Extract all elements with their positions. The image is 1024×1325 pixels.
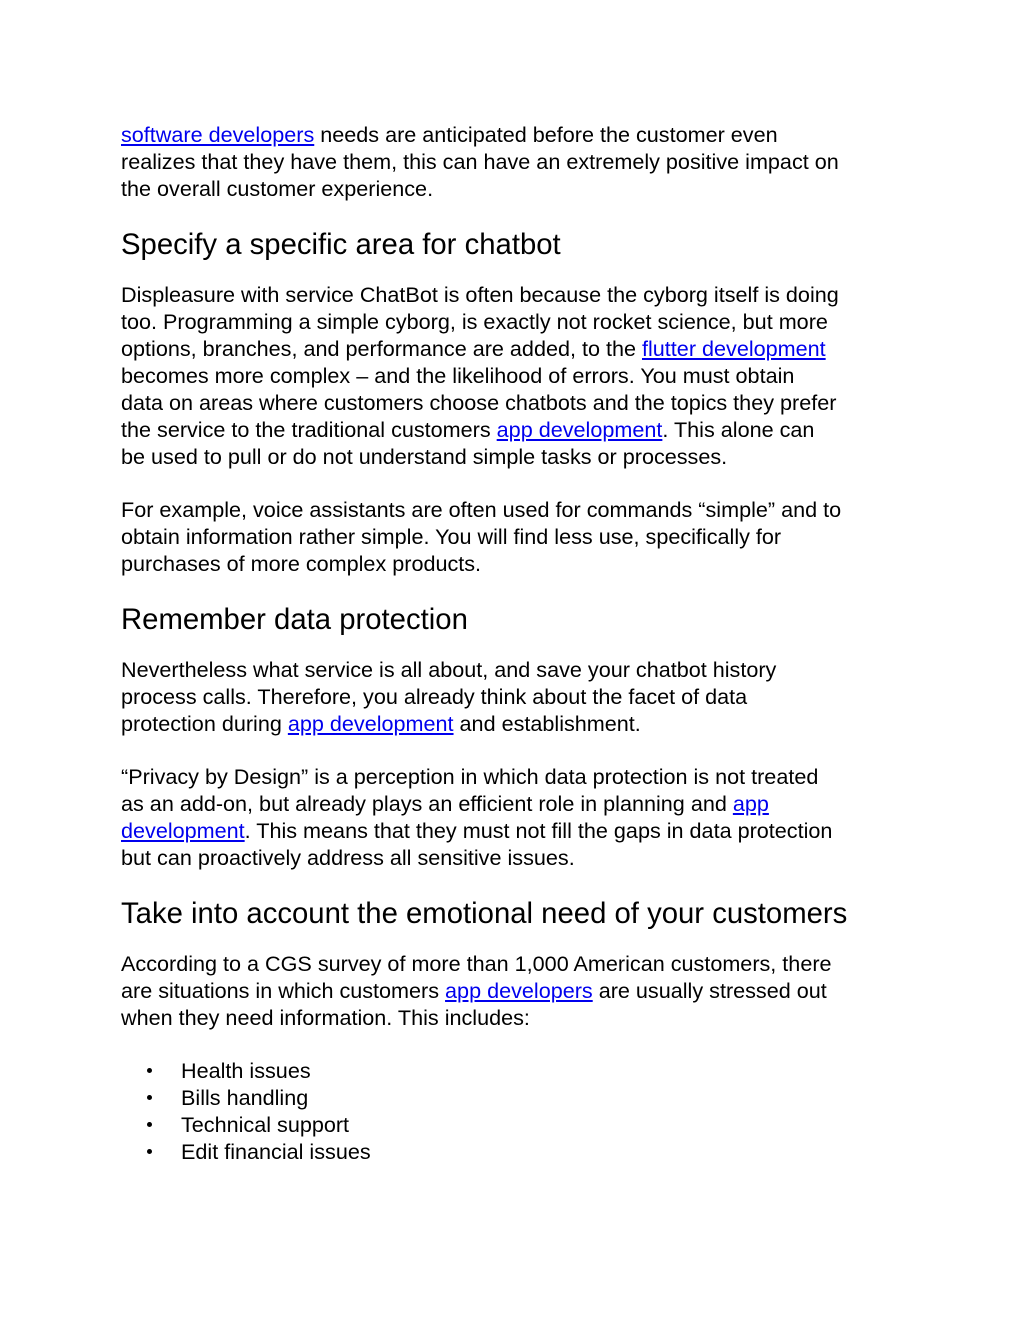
app-development-link-part2[interactable]: development bbox=[121, 818, 245, 843]
heading-emotional-need: Take into account the emotional need of your customers bbox=[121, 897, 848, 930]
software-developers-link[interactable]: software developers bbox=[121, 122, 315, 147]
text-line bbox=[121, 710, 911, 737]
text-line bbox=[121, 416, 911, 443]
bullet-icon bbox=[147, 1095, 152, 1100]
list-item bbox=[121, 1138, 911, 1165]
text-line: Nevertheless what service is all about, and save your chatbot history bbox=[121, 657, 777, 682]
app-developers-link[interactable]: app developers bbox=[445, 978, 593, 1003]
list-item-text: Health issues bbox=[181, 1058, 311, 1083]
text-line: data on areas where customers choose chatbots and the topics they prefer bbox=[121, 390, 837, 415]
text-span: . This means that they must not fill the gaps in data protection bbox=[244, 818, 833, 843]
text-line bbox=[121, 977, 911, 1004]
app-development-link-part1[interactable]: app bbox=[732, 791, 769, 816]
text-line: According to a CGS survey of more than 1,000 American customers, there bbox=[121, 951, 832, 976]
text-line: purchases of more complex products. bbox=[121, 551, 482, 576]
text-line: process calls. Therefore, you already think about the facet of data bbox=[121, 684, 748, 709]
bullet-icon bbox=[147, 1068, 152, 1073]
list-item-text: Bills handling bbox=[181, 1085, 309, 1110]
text-line: be used to pull or do not understand simple tasks or processes. bbox=[121, 444, 728, 469]
text-span: and establishment. bbox=[453, 711, 641, 736]
intro-paragraph bbox=[121, 121, 911, 202]
displeasure-paragraph bbox=[121, 281, 911, 470]
data-protection-paragraph bbox=[121, 656, 911, 737]
voice-assistants-paragraph bbox=[121, 496, 911, 577]
list-item bbox=[121, 1057, 911, 1084]
privacy-by-design-paragraph bbox=[121, 763, 911, 871]
document-page bbox=[121, 121, 911, 1165]
text-line: when they need information. This includes: bbox=[121, 1005, 530, 1030]
list-item-text: Edit financial issues bbox=[181, 1139, 371, 1164]
text-line bbox=[121, 790, 911, 817]
text-line: “Privacy by Design” is a perception in which data protection is not treated bbox=[121, 764, 819, 789]
text-line bbox=[121, 121, 911, 148]
text-line bbox=[121, 817, 911, 844]
text-line: For example, voice assistants are often used for commands “simple” and to bbox=[121, 497, 842, 522]
text-span: protection during bbox=[121, 711, 288, 736]
bullet-icon bbox=[147, 1122, 152, 1127]
text-span: needs are anticipated before the customer even bbox=[314, 122, 778, 147]
cgs-survey-paragraph bbox=[121, 950, 911, 1031]
text-line: too. Programming a simple cyborg, is exactly not rocket science, but more bbox=[121, 309, 828, 334]
list-item-text: Technical support bbox=[181, 1112, 350, 1137]
list-item bbox=[121, 1084, 911, 1111]
flutter-development-link[interactable]: flutter development bbox=[642, 336, 826, 361]
text-line: but can proactively address all sensitive issues. bbox=[121, 845, 575, 870]
heading-specify-area: Specify a specific area for chatbot bbox=[121, 228, 561, 261]
text-line: becomes more complex – and the likelihood of errors. You must obtain bbox=[121, 363, 795, 388]
heading-data-protection: Remember data protection bbox=[121, 603, 468, 636]
text-span: as an add-on, but already plays an efficient role in planning and bbox=[121, 791, 733, 816]
bullet-icon bbox=[147, 1149, 152, 1154]
text-span: options, branches, and performance are added, to the bbox=[121, 336, 642, 361]
text-line: realizes that they have them, this can have an extremely positive impact on bbox=[121, 149, 839, 174]
list-item bbox=[121, 1111, 911, 1138]
text-span: the service to the traditional customers bbox=[121, 417, 497, 442]
text-line: Displeasure with service ChatBot is often because the cyborg itself is doing bbox=[121, 282, 839, 307]
text-line bbox=[121, 335, 911, 362]
app-development-link[interactable]: app development bbox=[496, 417, 663, 442]
text-span: are situations in which customers bbox=[121, 978, 446, 1003]
app-development-link[interactable]: app development bbox=[287, 711, 454, 736]
text-span: . This alone can bbox=[662, 417, 815, 442]
text-line: the overall customer experience. bbox=[121, 176, 434, 201]
issues-list bbox=[121, 1057, 911, 1165]
text-line: obtain information rather simple. You will find less use, specifically for bbox=[121, 524, 782, 549]
text-span: are usually stressed out bbox=[592, 978, 827, 1003]
